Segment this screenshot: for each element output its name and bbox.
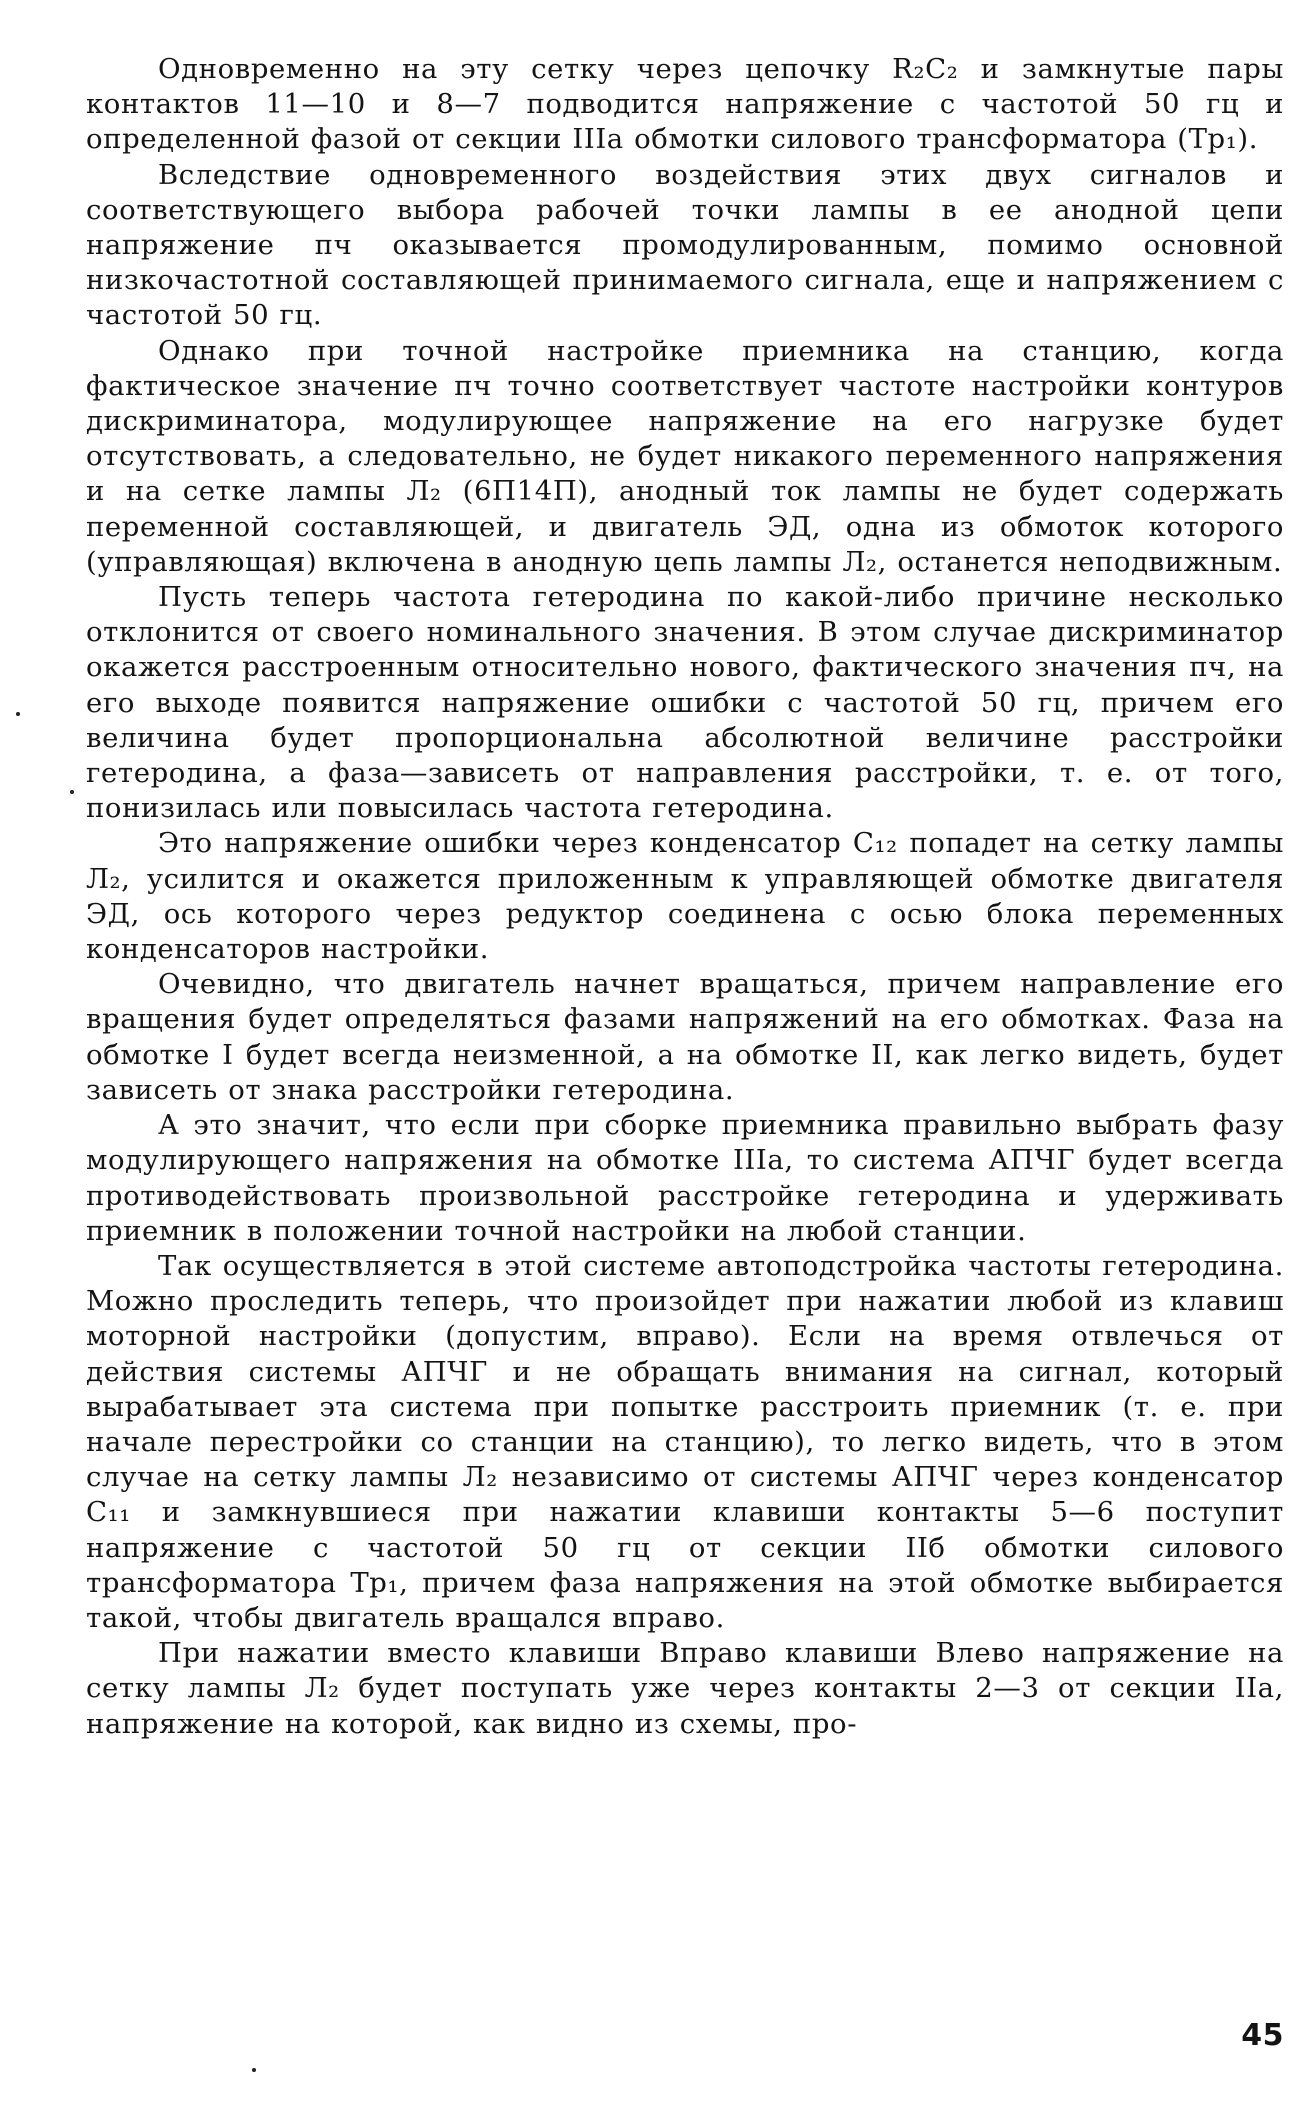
print-speck — [70, 790, 74, 794]
paragraph-6: Очевидно, что двигатель начнет вращаться, причем направление его вращения будет определяться фазами напряжений на его обмотках. Фаза на обмотке I будет всегда неизменной, а на обмотке II, как легко видеть, будет зависеть от знака расстройки гетеродина. — [86, 968, 1284, 1106]
print-speck — [16, 712, 20, 716]
page-body — [86, 52, 1284, 1742]
paragraph-5: Это напряжение ошибки через конденсатор C₁₂ попадет на сетку лампы Л₂, усилится и окажется приложенным к управляющей обмотке двигателя ЭД, ось которого через редуктор соединена с осью блока переменных конденсаторов настройки. — [86, 827, 1284, 966]
paragraph-2: Вследствие одновременного воздействия этих двух сигналов и соответствующего выбора рабочей точки лампы в ее анодной цепи напряжение пч оказывается промодулированным, помимо основной низкочастотной составляющей принимаемого сигнала, еще и напряжением с частотой 50 гц. — [86, 158, 1284, 332]
paragraph-4: Пусть теперь частота гетеродина по какой-либо причине несколько отклонится от своего номинального значения. В этом случае дискриминатор окажется расстроенным относительно нового, фактического значения пч, на его выходе появится напряжение ошибки с частотой 50 гц, причем его величина будет пропорциональна абсолютной величине расстройки гетеродина, а фаза—зависеть от направления расстройки, т. е. от того, понизилась или повысилась частота гетеродина. — [86, 581, 1284, 825]
paragraph-1: Одновременно на эту сетку через цепочку R₂C₂ и замкнутые пары контактов 11—10 и 8—7 подводится напряжение с частотой 50 гц и определенной фазой от секции IIIа обмотки силового трансформатора (Тр₁). — [86, 53, 1284, 156]
page-number: 45 — [1241, 2018, 1284, 2053]
paragraph-8: Так осуществляется в этой системе автоподстройка частоты гетеродина. Можно проследить теперь, что произойдет при нажатии любой из клавиш моторной настройки (допустим, вправо). Если на время отвлечься от действия системы АПЧГ и не обращать внимания на сигнал, который вырабатывает эта система при попытке расстроить приемник (т. е. при начале перестройки со станции на станцию), то легко видеть, что в этом случае на сетку лампы Л₂ независимо от системы АПЧГ через конденсатор C₁₁ и замкнувшиеся при нажатии клавиши контакты 5—6 поступит напряжение с частотой 50 гц от секции IIб обмотки силового трансформатора Тр₁, причем фаза напряжения на этой обмотке выбирается такой, чтобы двигатель вращался вправо. — [86, 1249, 1284, 1634]
paragraph-7: А это значит, что если при сборке приемника правильно выбрать фазу модулирующего напряжения на обмотке IIIа, то система АПЧГ будет всегда противодействовать произвольной расстройке гетеродина и удерживать приемник в положении точной настройки на любой станции. — [86, 1109, 1284, 1247]
paragraph-9: При нажатии вместо клавиши Вправо клавиши Влево напряжение на сетку лампы Л₂ будет поступать уже через контакты 2—3 от секции IIа, напряжение на которой, как видно из схемы, про- — [86, 1637, 1284, 1740]
paragraph-3: Однако при точной настройке приемника на станцию, когда фактическое значение пч точно соответствует частоте настройки контуров дискриминатора, модулирующее напряжение на его нагрузке будет отсутствовать, а следовательно, не будет никакого переменного напряжения и на сетке лампы Л₂ (6П14П), анодный ток лампы не будет содержать переменной составляющей, и двигатель ЭД, одна из обмоток которого (управляющая) включена в анодную цепь лампы Л₂, останется неподвижным. — [86, 334, 1284, 578]
print-speck — [252, 2068, 256, 2072]
